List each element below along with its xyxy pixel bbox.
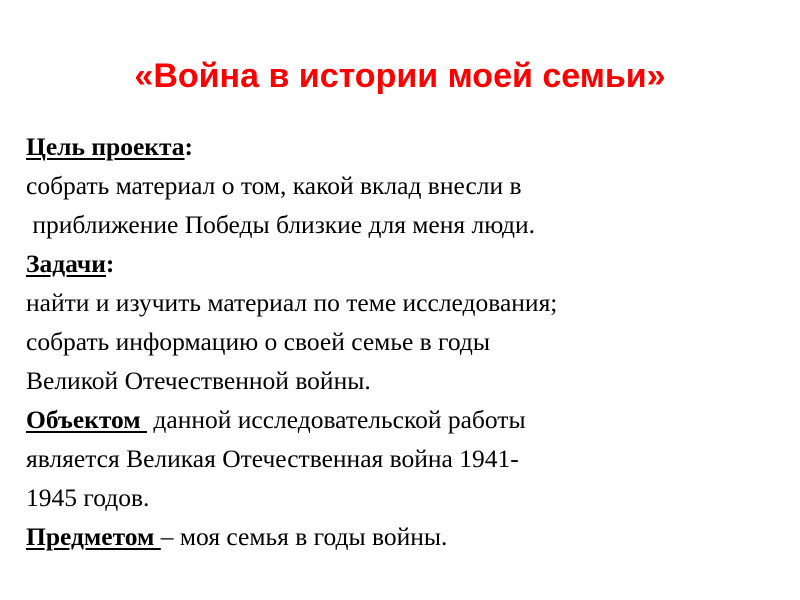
- slide-body: [26, 127, 786, 556]
- object-line: является Великая Отечественная война 1941-: [26, 444, 519, 473]
- goal-line: приближение Победы близкие для меня люди.: [26, 210, 535, 239]
- object-line-rest: данной исследовательской работы: [147, 405, 526, 434]
- goal-heading: Цель проекта: [26, 132, 185, 161]
- tasks-heading-line: [26, 244, 786, 283]
- tasks-colon: :: [105, 249, 115, 278]
- tasks-line: найти и изучить материал по теме исследования;: [26, 288, 558, 317]
- object-line: 1945 годов.: [26, 483, 150, 512]
- object-heading-line: [26, 400, 786, 439]
- subject-heading: Предметом: [26, 522, 161, 551]
- slide-title: «Война в истории моей семьи»: [134, 57, 666, 95]
- tasks-line: собрать информацию о своей семье в годы: [26, 327, 491, 356]
- subject-heading-line: [26, 517, 786, 556]
- goal-colon: :: [184, 132, 194, 161]
- subject-line-rest: – моя семья в годы войны.: [160, 522, 448, 551]
- goal-heading-line: [26, 127, 786, 166]
- object-heading: Объектом: [26, 405, 148, 434]
- goal-line: собрать материал о том, какой вклад внесли в: [26, 171, 522, 200]
- tasks-line: Великой Отечественной войны.: [26, 366, 371, 395]
- tasks-heading: Задачи: [26, 249, 106, 278]
